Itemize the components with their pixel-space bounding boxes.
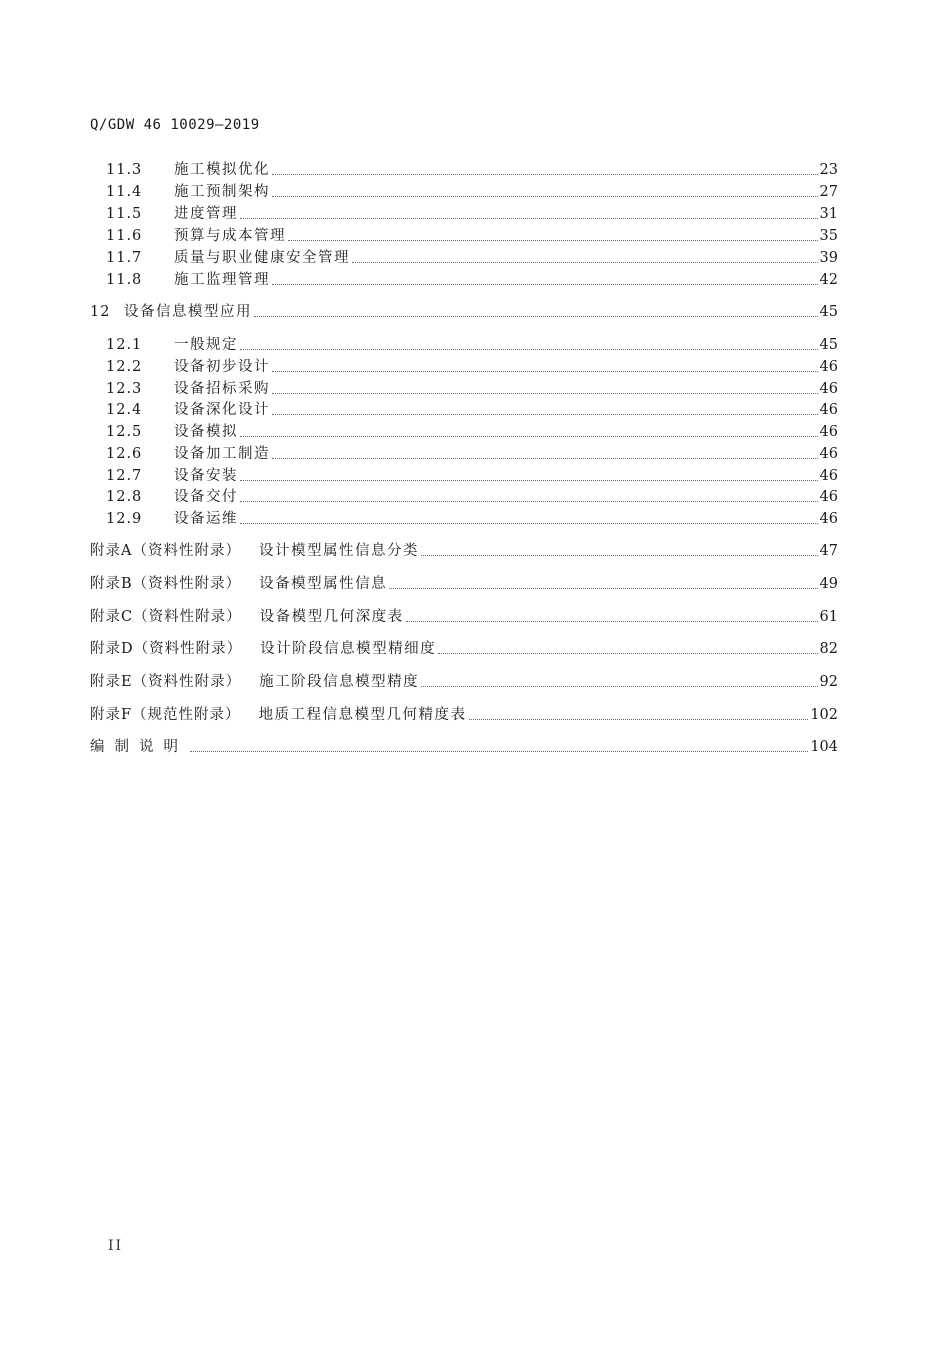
toc-entry-number: 11.3 (106, 162, 143, 178)
toc-entry-page: 46 (819, 511, 838, 527)
dot-leader (421, 555, 818, 556)
dot-leader (421, 686, 817, 687)
toc-entry-title: 施工监理管理 (174, 272, 270, 288)
toc-entry-number: 12.4 (106, 402, 143, 418)
toc-entry-number: 11.5 (106, 206, 143, 222)
dot-leader (240, 501, 818, 502)
toc-entry-page: 47 (819, 543, 838, 559)
toc-entry-12-6[interactable] (90, 444, 838, 464)
dot-leader (272, 174, 818, 175)
toc-entry-12[interactable] (90, 302, 838, 322)
toc-entry-appendix-a[interactable] (90, 541, 838, 561)
dot-leader (272, 414, 818, 415)
toc-entry-title: 设计阶段信息模型精细度 (260, 641, 437, 657)
toc-entry-number: 附录F（规范性附录） (90, 707, 241, 723)
dot-leader (288, 240, 818, 241)
dot-leader (240, 349, 818, 350)
toc-entry-title: 设备模拟 (174, 424, 238, 440)
toc-entry-number: 11.4 (106, 184, 143, 200)
toc-entry-page: 45 (819, 337, 838, 353)
toc-entry-number: 11.6 (106, 228, 143, 244)
toc-entry-title: 设计模型属性信息分类 (258, 543, 419, 559)
toc-entry-12-1[interactable] (90, 335, 838, 355)
toc-entry-page: 46 (819, 446, 838, 462)
toc-entry-title: 一般规定 (174, 337, 238, 353)
toc-entry-page: 45 (819, 304, 838, 320)
toc-entry-11-7[interactable] (90, 248, 838, 268)
toc-entry-title: 设备信息模型应用 (124, 304, 252, 320)
toc-entry-page: 39 (819, 250, 838, 266)
toc-entry-page: 61 (819, 609, 838, 625)
toc-entry-title: 设备模型几何深度表 (259, 609, 404, 625)
toc-entry-title: 设备加工制造 (174, 446, 270, 462)
toc-entry-number: 11.8 (106, 272, 143, 288)
toc-entry-number: 12.1 (106, 337, 143, 353)
toc-entry-page: 46 (819, 381, 838, 397)
toc-entry-page: 35 (819, 228, 838, 244)
toc-entry-page: 102 (810, 707, 838, 723)
toc-entry-title: 设备交付 (174, 489, 238, 505)
dot-leader (406, 621, 818, 622)
toc-entry-number: 12 (90, 304, 111, 320)
dot-leader (272, 284, 818, 285)
toc-entry-page: 27 (819, 184, 838, 200)
toc-entry-title: 质量与职业健康安全管理 (174, 250, 350, 266)
toc-entry-title: 设备安装 (174, 468, 238, 484)
toc-entry-12-4[interactable] (90, 400, 838, 420)
toc-entry-12-8[interactable] (90, 487, 838, 507)
dot-leader (190, 751, 808, 752)
toc-entry-number: 附录D（资料性附录） (90, 641, 243, 657)
toc-entry-title: 预算与成本管理 (174, 228, 286, 244)
toc-entry-page: 23 (819, 162, 838, 178)
toc-entry-12-9[interactable] (90, 509, 838, 529)
toc-entry-page: 104 (810, 739, 838, 755)
toc-entry-appendix-f[interactable] (90, 705, 838, 725)
toc-entry-11-4[interactable] (90, 182, 838, 202)
toc-entry-number: 12.2 (106, 359, 143, 375)
toc-entry-page: 31 (819, 206, 838, 222)
toc-entry-title: 施工模拟优化 (174, 162, 270, 178)
toc-entry-number: 附录B（资料性附录） (90, 576, 242, 592)
toc-entry-number: 12.7 (106, 468, 143, 484)
dot-leader (272, 458, 818, 459)
toc-entry-appendix-d[interactable] (90, 639, 838, 659)
toc-entry-title: 编制说明 (90, 739, 188, 755)
dot-leader (469, 719, 809, 720)
dot-leader (389, 588, 817, 589)
toc-entry-12-3[interactable] (90, 379, 838, 399)
toc-entry-page: 92 (819, 674, 838, 690)
toc-entry-number: 附录C（资料性附录） (90, 609, 242, 625)
dot-leader (254, 316, 818, 317)
dot-leader (272, 196, 818, 197)
toc-entry-title: 施工预制架构 (174, 184, 270, 200)
toc-entry-appendix-e[interactable] (90, 672, 838, 692)
dot-leader (438, 653, 817, 654)
dot-leader (240, 480, 818, 481)
toc-entry-page: 49 (819, 576, 838, 592)
toc-entry-title: 地质工程信息模型几何精度表 (258, 707, 467, 723)
toc-entry-page: 42 (819, 272, 838, 288)
toc-entry-number: 12.5 (106, 424, 143, 440)
toc-entry-number: 11.7 (106, 250, 143, 266)
dot-leader (240, 218, 818, 219)
toc-entry-number: 12.3 (106, 381, 143, 397)
toc-entry-page: 46 (819, 424, 838, 440)
toc-entry-11-5[interactable] (90, 204, 838, 224)
toc-entry-12-5[interactable] (90, 422, 838, 442)
toc-entry-11-8[interactable] (90, 270, 838, 290)
toc-entry-page: 46 (819, 489, 838, 505)
dot-leader (240, 523, 818, 524)
toc-entry-appendix-c[interactable] (90, 607, 838, 627)
toc-entry-number: 附录A（资料性附录） (90, 543, 241, 559)
toc-entry-number: 12.8 (106, 489, 143, 505)
toc-entry-number: 附录E（资料性附录） (90, 674, 242, 690)
dot-leader (272, 393, 818, 394)
toc-entry-page: 46 (819, 359, 838, 375)
toc-entry-title: 设备模型属性信息 (259, 576, 388, 592)
toc-entry-title: 设备招标采购 (174, 381, 270, 397)
toc-entry-title: 设备深化设计 (174, 402, 270, 418)
toc-entry-appendix-b[interactable] (90, 574, 838, 594)
toc-entry-title: 进度管理 (174, 206, 238, 222)
toc-entry-title: 设备运维 (174, 511, 238, 527)
toc-entry-compilation-notes[interactable] (90, 737, 838, 757)
page-number: II (108, 1238, 124, 1254)
toc-entry-title: 设备初步设计 (174, 359, 270, 375)
toc-entry-11-6[interactable] (90, 226, 838, 246)
toc-entry-page: 46 (819, 402, 838, 418)
document-code: Q/GDW 46 10029—2019 (90, 117, 260, 133)
toc-entry-page: 82 (819, 641, 838, 657)
dot-leader (352, 262, 818, 263)
toc-entry-11-3[interactable] (90, 160, 838, 180)
toc-entry-number: 12.9 (106, 511, 143, 527)
toc-entry-12-7[interactable] (90, 466, 838, 486)
toc-entry-number: 12.6 (106, 446, 143, 462)
dot-leader (272, 371, 818, 372)
toc-entry-title: 施工阶段信息模型精度 (259, 674, 420, 690)
toc-entry-page: 46 (819, 468, 838, 484)
toc-entry-12-2[interactable] (90, 357, 838, 377)
dot-leader (240, 436, 818, 437)
